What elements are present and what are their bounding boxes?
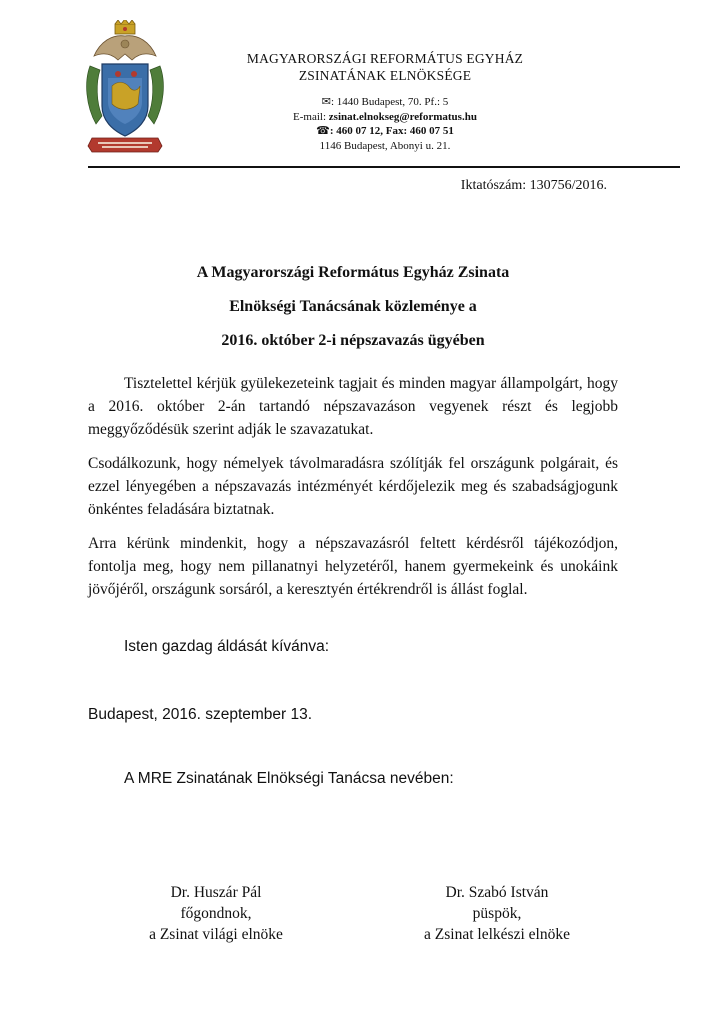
crown-icon — [115, 20, 135, 34]
envelope-icon: ✉ — [321, 95, 331, 108]
place-and-date: Budapest, 2016. szeptember 13. — [88, 706, 313, 723]
body-paragraph: Arra kérünk mindenkit, hogy a népszavazásról feltett kérdésről tájékozódjon, fontolja meg, hogy nem pillanatnyi helyzetéről, hanem gyermekeink és unokáink jövőjéről, országunk sorsáról, a keresztyén értékrendről is állást foglal. — [88, 535, 618, 598]
telephone-icon: ☎ — [316, 124, 330, 137]
body-paragraph: Csodálkozunk, hogy némelyek távolmaradásra szólítják fel országunk polgárait, és ezzel lényegében a népszavazás intézményét kérdőjelezik meg és szabadságjogunk önkéntes feladására biztatnak. — [88, 455, 618, 518]
email-line — [230, 110, 540, 125]
signatory-role: főgondnok, — [180, 905, 252, 922]
shield-icon — [102, 64, 148, 136]
closing-blessing: Isten gazdag áldását kívánva: — [124, 638, 330, 655]
phone-line: ☎: 460 07 12, Fax: 460 07 51 — [316, 124, 454, 137]
contact-block — [230, 95, 540, 153]
signatory-name: Dr. Huszár Pál — [170, 884, 262, 901]
title-line2: Elnökségi Tanácsának közleménye a — [229, 298, 477, 315]
signatory-office: a Zsinat világi elnöke — [149, 926, 283, 943]
title-line1: A Magyarországi Református Egyház Zsinata — [196, 264, 510, 281]
signatory-office: a Zsinat lelkészi elnöke — [424, 926, 570, 943]
document-title — [88, 256, 618, 358]
church-crest-logo — [82, 20, 168, 156]
org-name-line1: MAGYARORSZÁGI REFORMÁTUS EGYHÁZ — [246, 51, 524, 66]
header-divider — [88, 166, 680, 168]
on-behalf-line: A MRE Zsinatának Elnökségi Tanácsa nevében: — [124, 770, 454, 787]
eagle-icon — [94, 36, 156, 60]
email-address: zsinat.elnokseg@reformatus.hu — [328, 110, 477, 123]
email-label: E-mail: — [293, 110, 327, 123]
body-paragraph: Tisztelettel kérjük gyülekezeteink tagjait és minden magyar állampolgárt, hogy a 2016. október 2-án tartandó népszavazáson vegyenek részt és legjobb meggyőződésük szerint adják le szavazatukat. — [88, 375, 618, 438]
document-body — [88, 372, 618, 612]
signatory-role: püspök, — [472, 905, 522, 922]
reference-number: Iktatószám: 130756/2016. — [460, 178, 607, 193]
postal-address: ✉: 1440 Budapest, 70. Pf.: 5 — [321, 95, 449, 108]
signature-block-lay-president — [106, 882, 326, 945]
motto-banner-icon — [88, 138, 162, 152]
org-name-line2: ZSINATÁNAK ELNÖKSÉGE — [298, 68, 472, 83]
signature-block-clerical-president — [387, 882, 607, 945]
title-line3: 2016. október 2-i népszavazás ügyében — [221, 332, 485, 349]
organization-header — [190, 50, 580, 84]
signatory-name: Dr. Szabó István — [445, 884, 549, 901]
street-address: 1146 Budapest, Abonyi u. 21. — [319, 139, 451, 152]
